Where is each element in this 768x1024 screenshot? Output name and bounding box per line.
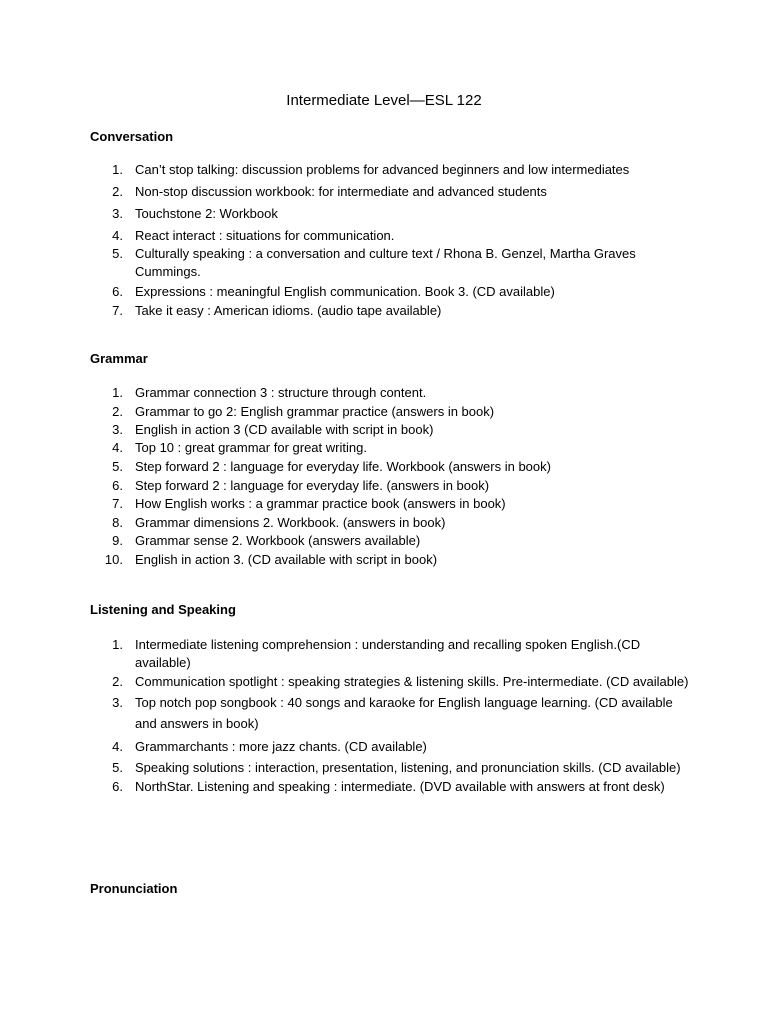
item-number: 2.	[112, 674, 123, 689]
item-text: Non-stop discussion workbook: for intermediate and advanced students	[135, 184, 547, 199]
list-item	[90, 532, 690, 550]
list-item	[90, 495, 690, 513]
item-text: Grammar connection 3 : structure through content.	[135, 385, 427, 400]
item-text: Intermediate listening comprehension : understanding and recalling spoken English.(CD available)	[135, 637, 641, 670]
list-item	[90, 283, 690, 301]
item-text: Step forward 2 : language for everyday life. Workbook (answers in book)	[135, 459, 551, 474]
list-item	[90, 759, 690, 777]
item-number: 7.	[112, 303, 123, 318]
item-number: 10.	[104, 552, 123, 567]
item-number: 6.	[112, 284, 123, 299]
list-item	[90, 778, 690, 796]
list-item	[90, 477, 690, 495]
item-number: 6.	[112, 779, 123, 794]
item-number: 2.	[112, 404, 123, 419]
list-item	[90, 183, 690, 201]
item-number: 5.	[112, 760, 123, 775]
list-item	[90, 439, 690, 457]
list-item	[90, 514, 690, 532]
list-item	[90, 245, 690, 281]
item-text: Grammar to go 2: English grammar practice (answers in book)	[135, 404, 495, 419]
item-text: Top 10 : great grammar for great writing.	[135, 440, 367, 455]
list-item	[90, 738, 690, 756]
item-number: 8.	[112, 515, 123, 530]
list-item	[90, 227, 690, 245]
conversation-list	[90, 161, 690, 320]
item-text: Step forward 2 : language for everyday life. (answers in book)	[135, 478, 490, 493]
list-item	[90, 551, 690, 569]
item-text: Culturally speaking : a conversation and culture text / Rhona B. Genzel, Martha Graves Cummings.	[135, 246, 636, 279]
list-item	[90, 421, 690, 439]
item-number: 7.	[112, 496, 123, 511]
item-number: 4.	[112, 228, 123, 243]
item-text: React interact : situations for communication.	[135, 228, 395, 243]
item-text: Top notch pop songbook : 40 songs and karaoke for English language learning. (CD available and answers in book)	[135, 695, 673, 731]
item-text: English in action 3. (CD available with script in book)	[135, 552, 438, 567]
item-text: Grammarchants : more jazz chants. (CD available)	[135, 739, 427, 754]
grammar-list	[90, 384, 690, 569]
list-item	[90, 302, 690, 320]
section-heading-conversation: Conversation	[90, 129, 174, 144]
item-text: Touchstone 2: Workbook	[135, 206, 278, 221]
item-text: Can’t stop talking: discussion problems for advanced beginners and low intermediates	[135, 162, 630, 177]
item-number: 9.	[112, 533, 123, 548]
section-heading-grammar: Grammar	[90, 351, 148, 366]
item-number: 4.	[112, 440, 123, 455]
item-text: English in action 3 (CD available with script in book)	[135, 422, 434, 437]
item-number: 4.	[112, 739, 123, 754]
item-number: 1.	[112, 637, 123, 652]
list-item	[90, 403, 690, 421]
section-heading-pronunciation: Pronunciation	[90, 881, 178, 896]
listening-speaking-list	[90, 636, 690, 796]
item-number: 1.	[112, 162, 123, 177]
item-text: Grammar dimensions 2. Workbook. (answers in book)	[135, 515, 446, 530]
list-item	[90, 692, 690, 734]
item-text: Speaking solutions : interaction, presentation, listening, and pronunciation skills. (CD available)	[135, 760, 681, 775]
item-text: Take it easy : American idioms. (audio tape available)	[135, 303, 442, 318]
item-number: 1.	[112, 385, 123, 400]
page-title: Intermediate Level—ESL 122	[286, 92, 482, 109]
item-number: 6.	[112, 478, 123, 493]
item-text: NorthStar. Listening and speaking : intermediate. (DVD available with answers at front desk)	[135, 779, 665, 794]
section-heading-listening-speaking: Listening and Speaking	[90, 602, 236, 617]
item-number: 5.	[112, 246, 123, 261]
item-number: 2.	[112, 184, 123, 199]
item-number: 5.	[112, 459, 123, 474]
item-text: Grammar sense 2. Workbook (answers available)	[135, 533, 421, 548]
list-item	[90, 161, 690, 179]
list-item	[90, 458, 690, 476]
list-item	[90, 636, 690, 672]
item-text: Communication spotlight : speaking strategies & listening skills. Pre-intermediate. (CD available)	[135, 674, 689, 689]
item-text: How English works : a grammar practice book (answers in book)	[135, 496, 506, 511]
item-number: 3.	[112, 695, 123, 710]
item-number: 3.	[112, 422, 123, 437]
item-text: Expressions : meaningful English communication. Book 3. (CD available)	[135, 284, 555, 299]
list-item	[90, 673, 690, 691]
list-item	[90, 205, 690, 223]
item-number: 3.	[112, 206, 123, 221]
list-item	[90, 384, 690, 402]
